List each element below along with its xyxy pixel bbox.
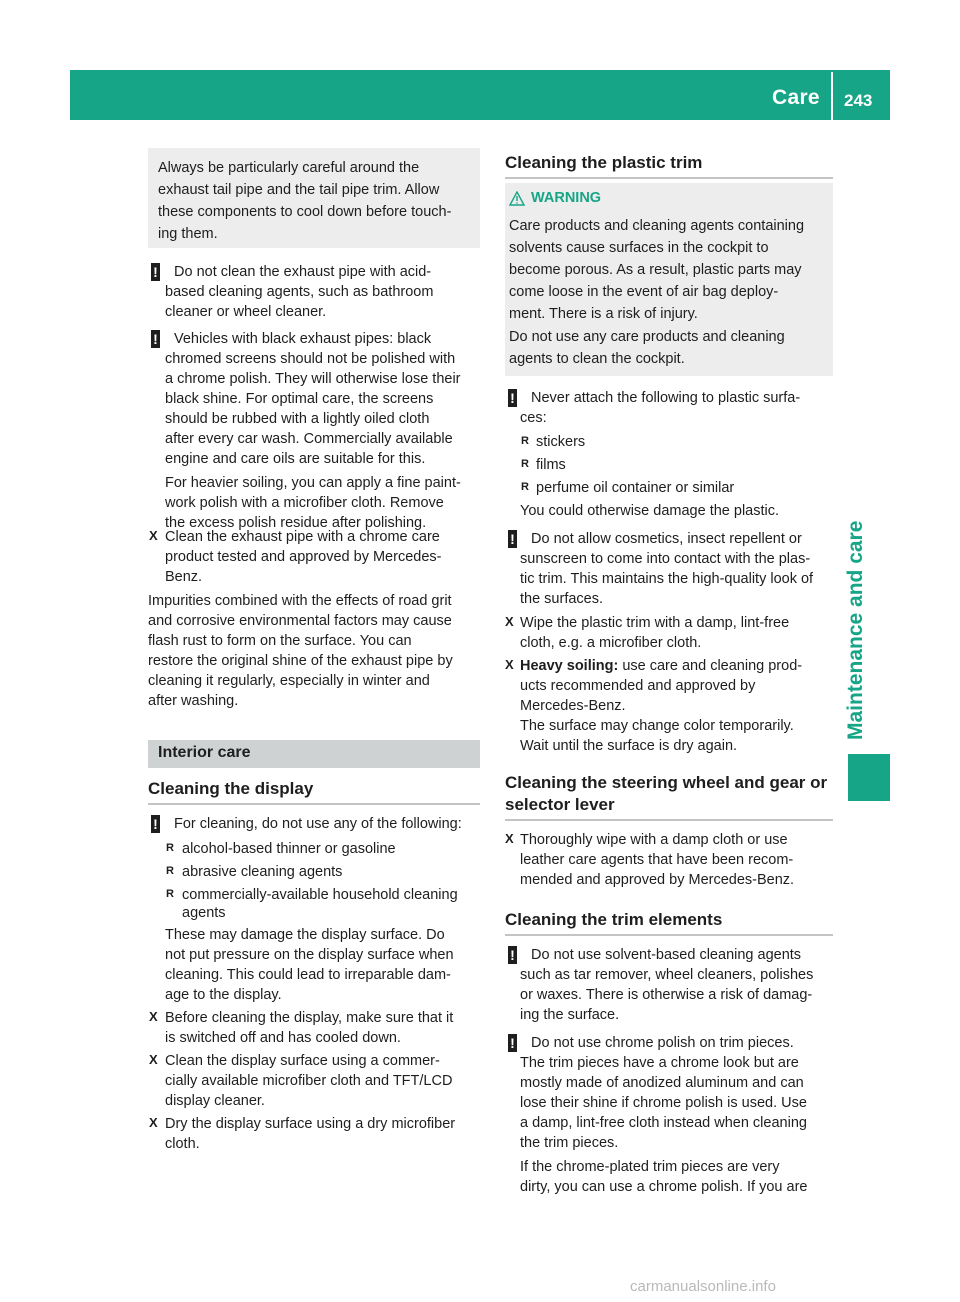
- step-bold-label: Heavy soiling:: [520, 658, 619, 674]
- notice-line: ces:: [520, 410, 547, 426]
- bullet-item: abrasive cleaning agents: [182, 864, 343, 880]
- notice-line: chromed screens should not be polished with: [165, 351, 456, 367]
- bullet-item: commercially-available household cleaning: [182, 887, 458, 903]
- step-line: Clean the display surface using a commer-: [165, 1053, 440, 1069]
- step-line: Thoroughly wipe with a damp cloth or use: [520, 832, 788, 848]
- notice-line: ing the surface.: [520, 1007, 620, 1023]
- exclamation-icon: !: [508, 1034, 517, 1052]
- bullet-icon: R: [166, 842, 174, 854]
- step-arrow-icon: X: [505, 614, 514, 629]
- section-title: Care: [772, 86, 820, 109]
- step-line: [520, 656, 802, 676]
- body-line: You could otherwise damage the plastic.: [520, 503, 780, 519]
- warning-line: Do not use any care products and cleaning: [509, 329, 785, 345]
- warning-line: solvents cause surfaces in the cockpit to: [509, 240, 769, 256]
- notice-line: based cleaning agents, such as bathroom: [165, 284, 434, 300]
- header-divider: [831, 72, 833, 120]
- note-line: exhaust tail pipe and the tail pipe trim. Allow: [158, 182, 440, 198]
- body-line: age to the display.: [165, 987, 282, 1003]
- notice-line: engine and care oils are suitable for this.: [165, 451, 426, 467]
- body-line: Impurities combined with the effects of road grit: [148, 593, 452, 609]
- step-line: Wipe the plastic trim with a damp, lint-free: [520, 615, 790, 631]
- subsection-title: Cleaning the steering wheel and gear or: [505, 773, 828, 792]
- page-number: 243: [844, 91, 873, 110]
- bullet-icon: R: [166, 865, 174, 877]
- body-line: cleaning it regularly, especially in winter and: [148, 673, 430, 689]
- watermark: carmanualsonline.info: [630, 1278, 776, 1295]
- header-bar: [70, 70, 890, 120]
- warning-label: WARNING: [531, 190, 602, 206]
- side-tab-label: Maintenance and care: [844, 520, 867, 740]
- exclamation-icon: !: [508, 946, 517, 964]
- notice-line: Do not use chrome polish on trim pieces.: [531, 1035, 794, 1051]
- side-tab-block: [848, 754, 890, 801]
- subsection-title: Cleaning the trim elements: [505, 910, 723, 929]
- notice-line: Never attach the following to plastic surfa-: [531, 390, 801, 406]
- step-line: display cleaner.: [165, 1093, 265, 1109]
- body-line: cleaning. This could lead to irreparable dam-: [165, 967, 451, 983]
- notice-line: For cleaning, do not use any of the following:: [174, 816, 462, 832]
- notice-line: Do not allow cosmetics, insect repellent or: [531, 531, 802, 547]
- exclamation-icon: !: [151, 815, 160, 833]
- subsection-title: Cleaning the display: [148, 779, 314, 798]
- notice-line: work polish with a microfiber cloth. Remove: [165, 495, 444, 511]
- step-line: Before cleaning the display, make sure that it: [165, 1010, 454, 1026]
- note-line: Always be particularly careful around the: [158, 160, 420, 176]
- step-line: Dry the display surface using a dry microfiber: [165, 1116, 456, 1132]
- step-arrow-icon: X: [149, 528, 158, 543]
- step-line: mended and approved by Mercedes-Benz.: [520, 872, 795, 888]
- step-line: cloth.: [165, 1136, 200, 1152]
- notice-line: a damp, lint-free cloth instead when cleaning: [520, 1115, 807, 1131]
- exclamation-icon: !: [508, 389, 517, 407]
- subsection-title: Cleaning the plastic trim: [505, 153, 703, 172]
- bullet-icon: R: [166, 888, 174, 900]
- notice-line: Do not clean the exhaust pipe with acid-: [174, 264, 432, 280]
- notice-line: mostly made of anodized aluminum and can: [520, 1075, 804, 1091]
- notice-line: the surfaces.: [520, 591, 604, 607]
- step-arrow-icon: X: [505, 831, 514, 846]
- exclamation-icon: !: [151, 330, 160, 348]
- step-line: is switched off and has cooled down.: [165, 1030, 401, 1046]
- bullet-item: perfume oil container or similar: [536, 480, 735, 496]
- notice-line: black shine. For optimal care, the screens: [165, 391, 434, 407]
- step-line: leather care agents that have been recom-: [520, 852, 794, 868]
- body-line: and corrosive environmental factors may cause: [148, 613, 452, 629]
- warning-line: ment. There is a risk of injury.: [509, 306, 698, 322]
- notice-line: a chrome polish. They will otherwise lose their: [165, 371, 461, 387]
- bullet-icon: R: [521, 435, 529, 447]
- exclamation-icon: !: [508, 530, 517, 548]
- bullet-icon: R: [521, 458, 529, 470]
- warning-line: agents to clean the cockpit.: [509, 351, 685, 367]
- notice-line: tic trim. This maintains the high-quality look of: [520, 571, 814, 587]
- step-arrow-icon: X: [149, 1052, 158, 1067]
- bullet-item: alcohol-based thinner or gasoline: [182, 841, 396, 857]
- exclamation-icon: !: [151, 263, 160, 281]
- notice-line: Do not use solvent-based cleaning agents: [531, 947, 802, 963]
- warning-line: come loose in the event of air bag deploy-: [509, 284, 779, 300]
- notice-line: lose their shine if chrome polish is used. Use: [520, 1095, 807, 1111]
- notice-line: the trim pieces.: [520, 1135, 619, 1151]
- step-line: Clean the exhaust pipe with a chrome care: [165, 529, 440, 545]
- step-arrow-icon: X: [149, 1115, 158, 1130]
- title-rule: [148, 803, 480, 805]
- notice-line: For heavier soiling, you can apply a fine paint-: [165, 475, 461, 491]
- step-text: use care and cleaning prod-: [618, 658, 803, 674]
- bullet-item: films: [536, 457, 566, 473]
- body-line: not put pressure on the display surface when: [165, 947, 454, 963]
- subsection-title: selector lever: [505, 795, 615, 814]
- notice-line: dirty, you can use a chrome polish. If you are: [520, 1179, 808, 1195]
- step-line: cially available microfiber cloth and TFT/LCD: [165, 1073, 453, 1089]
- step-line: The surface may change color temporarily.: [520, 718, 794, 734]
- note-line: ing them.: [158, 226, 218, 242]
- warning-line: Care products and cleaning agents containing: [509, 218, 805, 234]
- section-bar-title: Interior care: [158, 744, 251, 761]
- notice-line: should be rubbed with a lightly oiled cloth: [165, 411, 430, 427]
- body-line: restore the original shine of the exhaust pipe by: [148, 653, 453, 669]
- title-rule: [505, 819, 833, 821]
- body-line: after washing.: [148, 693, 239, 709]
- notice-line: If the chrome-plated trim pieces are very: [520, 1159, 780, 1175]
- notice-line: or waxes. There is otherwise a risk of damag-: [520, 987, 813, 1003]
- step-line: ucts recommended and approved by: [520, 678, 756, 694]
- bullet-item: agents: [182, 905, 226, 921]
- notice-line: after every car wash. Commercially available: [165, 431, 453, 447]
- warning-triangle-icon: [509, 191, 525, 206]
- step-line: cloth, e.g. a microfiber cloth.: [520, 635, 702, 651]
- notice-line: the excess polish residue after polishing.: [165, 515, 427, 531]
- bullet-icon: R: [521, 481, 529, 493]
- notice-line: such as tar remover, wheel cleaners, polishes: [520, 967, 814, 983]
- step-line: Wait until the surface is dry again.: [520, 738, 738, 754]
- bullet-item: stickers: [536, 434, 586, 450]
- body-line: These may damage the display surface. Do: [165, 927, 445, 943]
- step-arrow-icon: X: [149, 1009, 158, 1024]
- step-line: Benz.: [165, 569, 203, 585]
- warning-line: become porous. As a result, plastic parts may: [509, 262, 802, 278]
- note-line: these components to cool down before touch-: [158, 204, 452, 220]
- body-line: flash rust to form on the surface. You can: [148, 633, 412, 649]
- step-line: Mercedes-Benz.: [520, 698, 626, 714]
- notice-line: cleaner or wheel cleaner.: [165, 304, 327, 320]
- title-rule: [505, 934, 833, 936]
- title-rule: [505, 177, 833, 179]
- step-line: product tested and approved by Mercedes-: [165, 549, 442, 565]
- notice-line: sunscreen to come into contact with the plas-: [520, 551, 811, 567]
- step-arrow-icon: X: [505, 657, 514, 672]
- notice-line: The trim pieces have a chrome look but are: [520, 1055, 799, 1071]
- notice-line: Vehicles with black exhaust pipes: black: [174, 331, 432, 347]
